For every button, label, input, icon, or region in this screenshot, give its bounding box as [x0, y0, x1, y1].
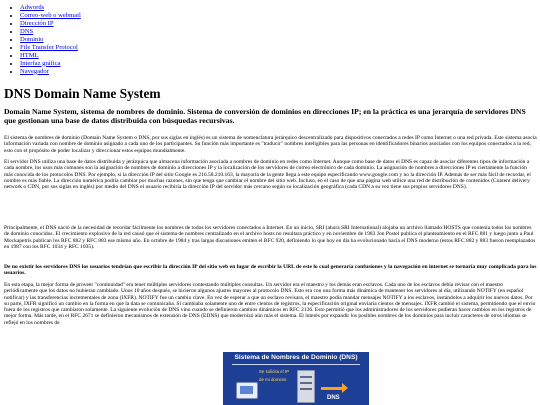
- nav-item-webmail: [20, 12, 81, 20]
- nav-item-ftp: [20, 44, 81, 52]
- diagram-dns-label: DNS: [327, 395, 340, 401]
- diagram-title: Sistema de Nombres de Dominio (DNS): [234, 354, 358, 361]
- nav-link-browser[interactable]: Navegador: [20, 67, 49, 75]
- nav-item-dns: [20, 28, 81, 36]
- nav-link-domain[interactable]: Dominio: [20, 35, 44, 43]
- lead-summary: Domain Name System, sistema de nombres de dominio. Sistema de conversión de dominios en direcciones IP; en la práctica es una jerarquía de servidores DNS que gestionan una base de datos distribuida con búsquedas recursivas.: [4, 107, 526, 126]
- server-stripe: [300, 376, 312, 378]
- nav-link-webmail[interactable]: Correo-web o webmail: [20, 11, 81, 19]
- nav-link-html[interactable]: HTML: [20, 51, 39, 59]
- nav-link-ftp[interactable]: File Transfer Protocol: [20, 43, 78, 51]
- diagram-request-text-line-2: de mi dominio: [259, 377, 287, 382]
- diagram-divider: [232, 364, 360, 365]
- computer-icon: [236, 382, 258, 399]
- nav-item-ip-address: [20, 20, 81, 28]
- paragraph-importance: De no existir los servidores DNS los usuarios tendrían que escribir la dirección IP del sitio web en lugar de escribir la URL de este lo cual generaría confusiones y la navegación en internet se tornaría muy complicada para los usuarios.: [4, 264, 537, 277]
- paragraph-history: Principalmente, el DNS nació de la necesidad de recordar fácilmente los nombres de todos los servidores conectados a Internet. En un inicio, SRI (ahora SRI International) alojaba un archivo llamado HOSTS que contenía todos los nombres de dominio conocidos. El crecimiento explosivo de la red causó que el sistema de nombres centralizado en el archivo hosts no resultara práctico y en noviembre de 1983 Jon Postel publica el planteamiento en el RFC 881 y luego junto a Paul Mockapetris publican los RFC 882 y RFC 883 ese mismo año. En octubre de 1984 y tras largas discusiones emiten el RFC 920, definiendo lo que hoy en día ha evolucionado hacia el DNS moderno (estos RFC 882 y 883 fueron reemplazados en 1987 con los RFC 1034 y RFC 1035).: [4, 225, 536, 250]
- nav-link-graphical-interface[interactable]: Interfaz gráfica: [20, 59, 61, 67]
- nav-link-ip-address[interactable]: Dirección IP: [20, 19, 54, 27]
- page-title: DNS Domain Name System: [4, 86, 161, 101]
- diagram-request-text-line-1: Se solicita el IP: [259, 369, 290, 374]
- paragraph-database: El servidor DNS utiliza una base de datos distribuida y jerárquica que almacena información asociada a nombres de dominio en redes como Internet. Aunque como base de datos el DNS es capaz de asociar diferentes tipos de información a cada nombre, los usos más comunes son la asignación de nombres de dominio a direcciones IP y la localización de los servidores de correo electrónico de cada dominio. La asignación de nombres a direcciones IP es ciertamente la función más conocida de los protocolos DNS. Por ejemplo, si la dirección IP del sitio Google es 216.58.210.163, la mayoría de la gente llega a este equipo especificando www.google.com y no la dirección IP. Además de ser más fácil de recordar, el nombre es más fiable. La dirección numérica podría cambiar por muchas razones, sin que tenga que cambiar el nombre del sitio web. Incluso, en el caso de que una página web utilice una red de distribución de contenidos (Content delivery network o CDN, por sus siglas en inglés) por medio del DNS el usuario recibiría la dirección IP del servidor más cercano según su localización geográfica (cada CDN a su vez tiene sus propios servidores DNS).: [4, 159, 531, 190]
- nav-item-graphical-interface: [20, 60, 81, 68]
- navigation-list: [0, 4, 81, 76]
- paragraph-definition: El sistema de nombres de dominio (Domain Name System o DNS, por sus siglas en inglés) es un sistema de nomenclatura jerárquico descentralizado para dispositivos conectados a redes IP como Internet o una red privada. Este sistema asocia información variada con nombre de dominio asignado a cada uno de los participantes. Su función más importante es "traducir" nombres inteligibles para las personas en identificadores binarios asociados con los equipos conectados a la red, esto con el propósito de poder localizar y direccionar estos equipos mundialmente.: [4, 135, 537, 154]
- dns-diagram-image: [223, 352, 369, 405]
- nav-link-adwords[interactable]: Adwords: [20, 4, 45, 11]
- arrow-icon: [321, 387, 343, 390]
- nav-item-html: [20, 52, 81, 60]
- nav-item-domain: [20, 36, 81, 44]
- nav-link-dns[interactable]: DNS: [20, 27, 34, 35]
- paragraph-evolution: En esta etapa, la mejor forma de proveer "continuidad" era tener múltiples servidores contestando múltiples consultas. Un servidor era el maestro y los demás eran esclavos. Cada uno de los esclavos debía revisar con el maestro periódicamente que los datos no hubieran cambiado. Unos 10 años después, se hicieron algunos ajustes mayores al protocolo DNS. Esto era con una forma más dinámica de mantener los servidores al día, utilizando NOTIFY (en español notificar) y las transferencias incrementales de zona (IXFR). NOTIFY fue un cambio clave. En vez de esperar a que un esclavo revisara, el maestro podía mandar mensajes NOTIFY a los esclavos, instándolos a adquirir los nuevos datos. Por su parte, IXFR significó un cambio en la forma en que la data se comunicaba. Si cambiaba solamente uno de entre cientos de registros, la especificación original enviaría cientos de mensajes. IXFR cambió el sistema, permitiendo que el envío fuera de los registros que cambiaron solamente. La siguiente evolución de DNS vino cuando se definieron cambios dinámicos en RFC 2136. Esto permitió que los administradores de los servidores pudieran hacer cambios en los registros de mejor forma. Más tarde, en el RFC 2671 se definieron mecanismos de extensión de DNS (EDNS) que modernizó aún más el sistema. El interés por expandir los posibles nombres de los dominios para incluir caracteres de otros idiomas se reflejó en los nombres de: [4, 282, 536, 326]
- nav-item-browser: [20, 68, 81, 76]
- nav-item-adwords: [20, 4, 81, 12]
- server-stripe: [300, 388, 312, 390]
- server-stripe: [300, 382, 312, 384]
- server-icon: [297, 370, 315, 403]
- computer-screen: [240, 386, 253, 394]
